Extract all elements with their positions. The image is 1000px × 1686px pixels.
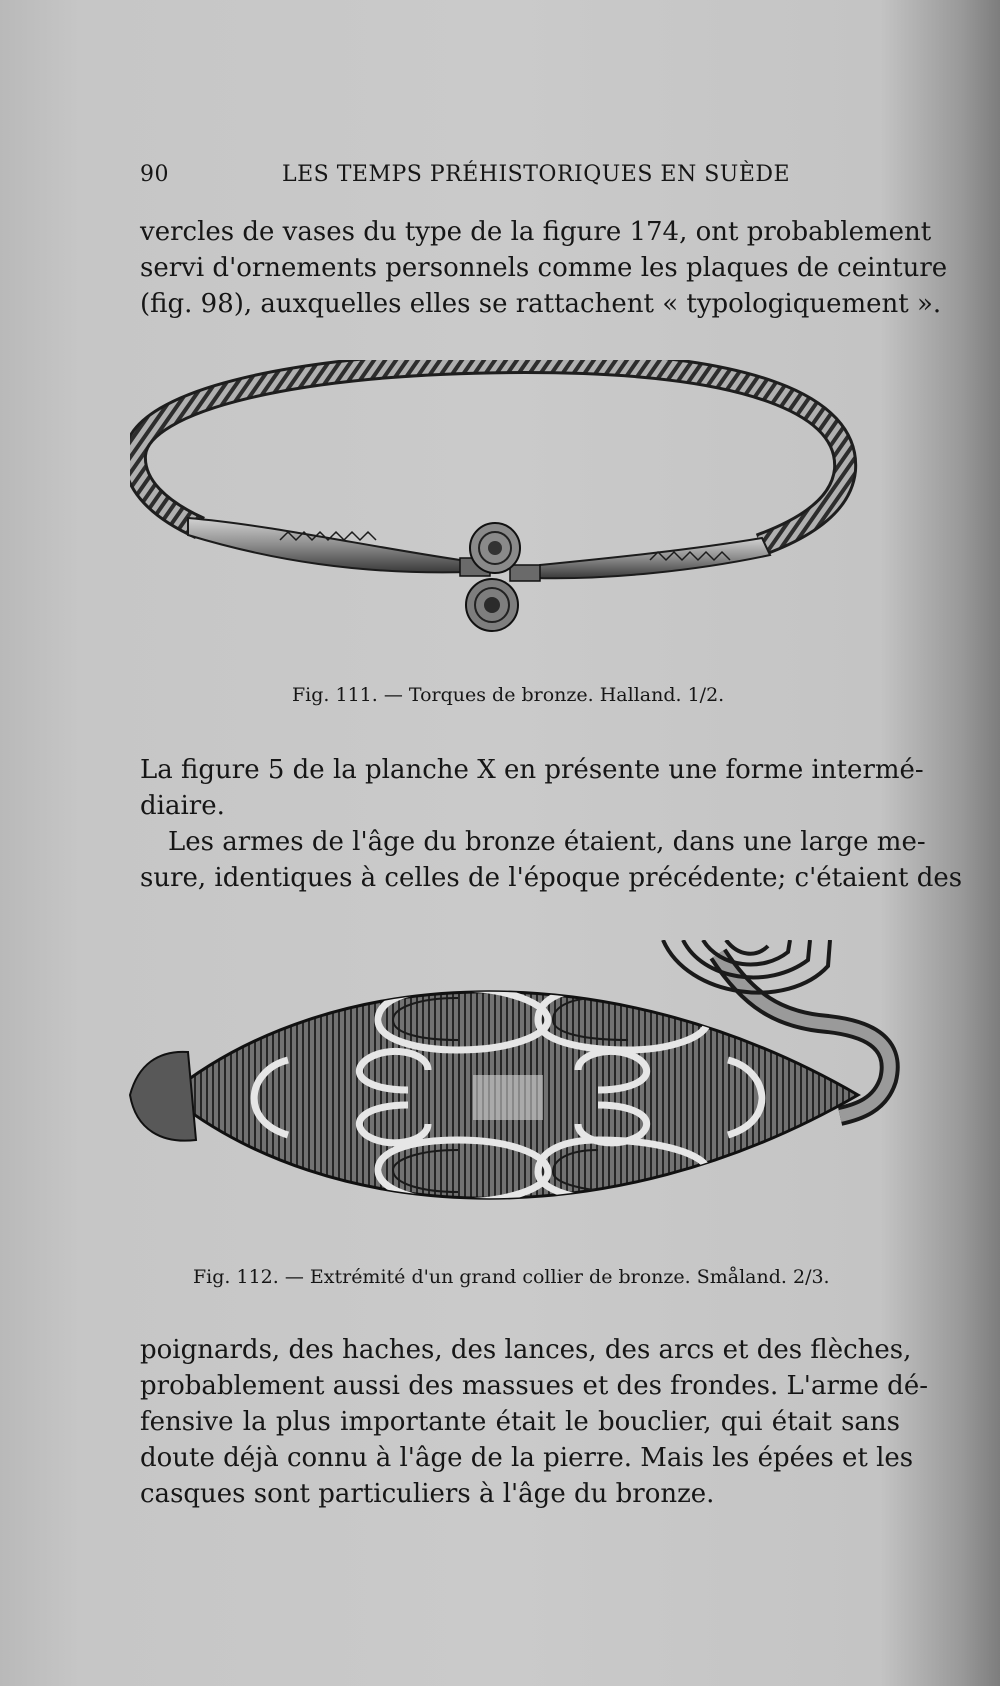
text-line: (fig. 98), auxquelles elles se rattachent « typologiquement ».	[140, 289, 942, 319]
text-line: Les armes de l'âge du bronze étaient, dans une large me-	[168, 827, 926, 857]
paragraph-4	[140, 1332, 928, 1512]
text-line: La figure 5 de la planche X en présente une forme intermé-	[140, 755, 924, 785]
figure-111-torque-illustration	[130, 360, 910, 675]
paragraph-3	[140, 824, 963, 896]
paragraph-2	[140, 752, 924, 824]
text-line: fensive la plus importante était le bouclier, qui était sans	[140, 1407, 900, 1437]
text-line: servi d'ornements personnels comme les plaques de ceinture	[140, 253, 948, 283]
running-title: LES TEMPS PRÉHISTORIQUES EN SUÈDE	[282, 162, 791, 187]
paragraph-1	[140, 214, 948, 322]
text-line: vercles de vases du type de la figure 174, ont probablement	[140, 217, 932, 247]
text-line: casques sont particuliers à l'âge du bronze.	[140, 1479, 715, 1509]
page-number: 90	[140, 162, 169, 187]
text-line: diaire.	[140, 791, 225, 821]
figure-112-collar-illustration	[128, 940, 908, 1250]
text-line: doute déjà connu à l'âge de la pierre. Mais les épées et les	[140, 1443, 914, 1473]
figure-112-caption: Fig. 112. — Extrémité d'un grand collier de bronze. Småland. 2/3.	[193, 1266, 830, 1288]
text-line: sure, identiques à celles de l'époque précédente; c'étaient des	[140, 863, 963, 893]
text-line: probablement aussi des massues et des frondes. L'arme dé-	[140, 1371, 928, 1401]
figure-111-caption: Fig. 111. — Torques de bronze. Halland. 1/2.	[292, 684, 725, 706]
page-header	[140, 162, 900, 192]
text-line: poignards, des haches, des lances, des arcs et des flèches,	[140, 1335, 912, 1365]
